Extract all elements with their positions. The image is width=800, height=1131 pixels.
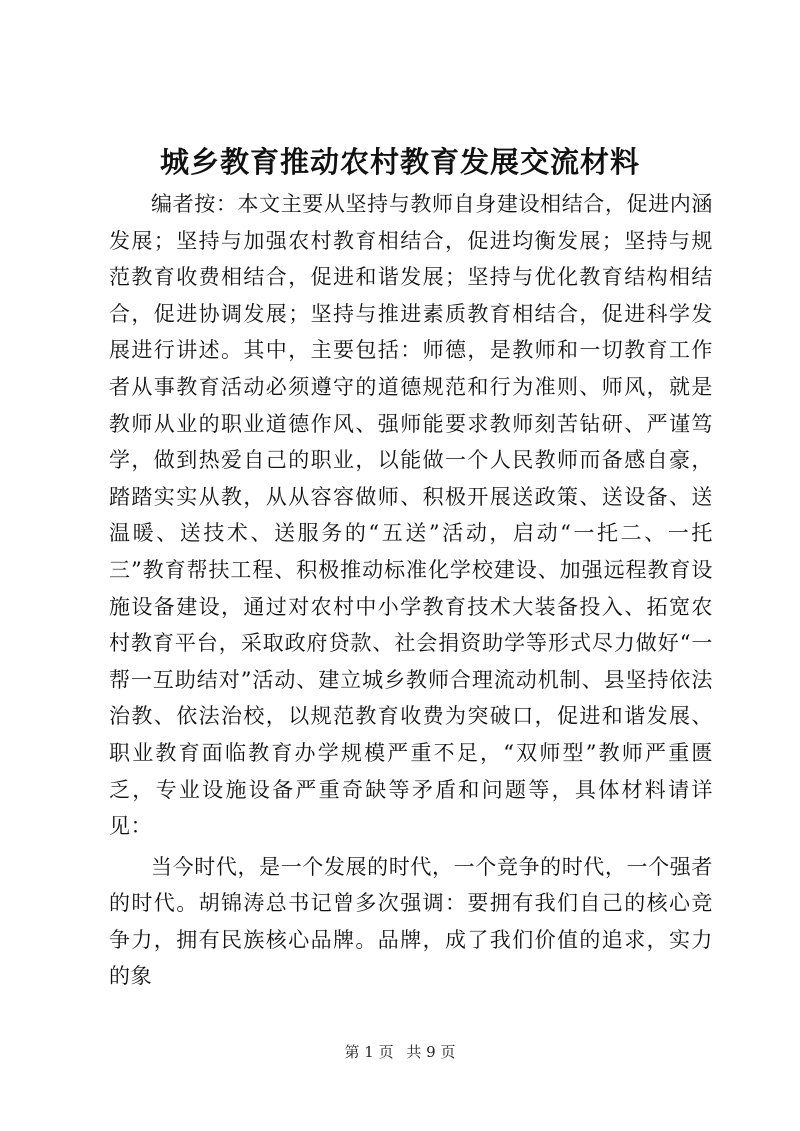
document-body bbox=[109, 186, 713, 995]
page-number: 第 1 页 bbox=[344, 1043, 394, 1061]
page-footer bbox=[0, 1042, 800, 1062]
document-title: 城乡教育推动农村教育发展交流材料 bbox=[159, 145, 640, 179]
body-paragraph: 当今时代，是一个发展的时代，一个竞争的时代，一个强者的时代。胡锦涛总书记曾多次强调：要拥有我们自己的核心竞争力，拥有民族核心品牌。品牌，成了我们价值的追求，实力的象 bbox=[109, 854, 713, 989]
page-total: 共 9 页 bbox=[406, 1043, 456, 1061]
editor-note-paragraph: 编者按：本文主要从坚持与教师自身建设相结合，促进内涵发展；坚持与加强农村教育相结合，促进均衡发展；坚持与规范教育收费相结合，促进和谐发展；坚持与优化教育结构相结合，促进协调发展；坚持与推进素质教育相结合，促进科学发展进行讲述。其中，主要包括：师德，是教师和一切教育工作者从事教育活动必须遵守的道德规范和行为准则、师风，就是教师从业的职业道德作风、强师能要求教师刻苦钻研、严谨笃学，做到热爱自己的职业，以能做一个人民教师而备感自豪，踏踏实实从教，从从容容做师、积极开展送政策、送设备、送温暖、送技术、送服务的“五送”活动，启动“一托二、一托三”教育帮扶工程、积极推动标准化学校建设、加强远程教育设施设备建设，通过对农村中小学教育技术大装备投入、拓宽农村教育平台，采取政府贷款、社会捐资助学等形式尽力做好“一帮一互助结对”活动、建立城乡教师合理流动机制、县坚持依法治教、依法治校，以规范教育收费为突破口，促进和谐发展、职业教育面临教育办学规模严重不足，“双师型”教师严重匮乏，专业设施设备严重奇缺等矛盾和问题等，具体材料请详见： bbox=[109, 192, 713, 839]
